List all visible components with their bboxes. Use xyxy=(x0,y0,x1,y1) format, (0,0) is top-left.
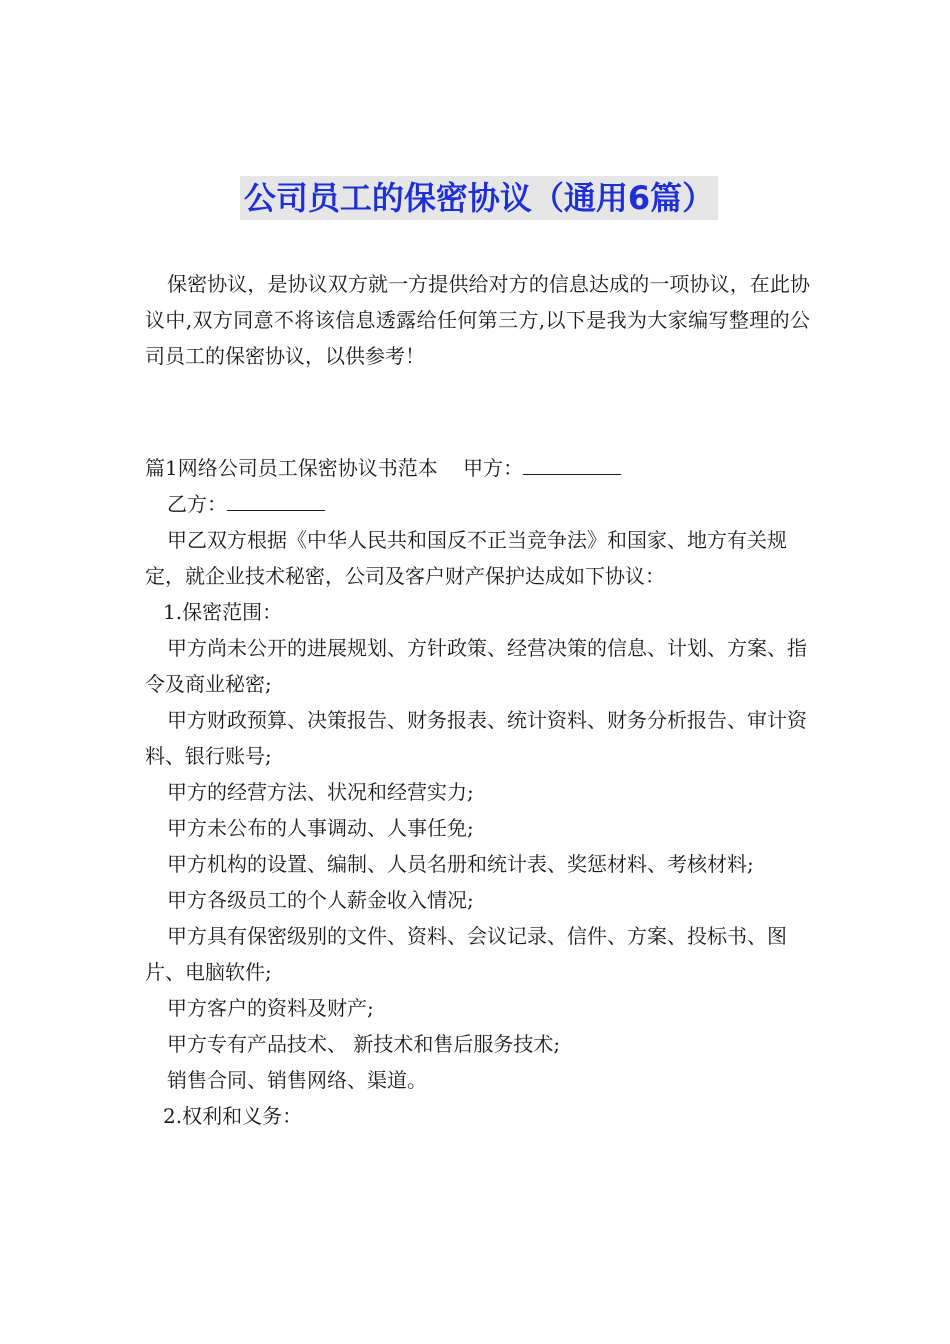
party-b-blank xyxy=(227,488,325,511)
list-item: 甲方财政预算、决策报告、财务报表、统计资料、财务分析报告、审计资料、银行账号; xyxy=(145,708,807,768)
document-title: 公司员工的保密协议（通用6篇） xyxy=(240,176,718,220)
clause-2-title: 2.权利和义务： xyxy=(163,1104,303,1128)
list-item: 销售合同、销售网络、渠道。 xyxy=(167,1068,427,1092)
party-a-blank xyxy=(523,452,621,475)
preamble-paragraph: 甲乙双方根据《中华人民共和国反不正当竞争法》和国家、地方有关规定，就企业技术秘密，公司及客户财产保护达成如下协议： xyxy=(145,528,787,588)
list-item: 甲方的经营方法、状况和经营实力; xyxy=(167,780,474,804)
clause-1-title: 1.保密范围： xyxy=(163,600,283,624)
list-item: 甲方尚未公开的进展规划、方针政策、经营决策的信息、计划、方案、指令及商业秘密; xyxy=(145,636,807,696)
list-item: 甲方机构的设置、编制、人员名册和统计表、奖惩材料、考核材料; xyxy=(167,852,754,876)
party-a-label: 甲方： xyxy=(463,456,524,480)
section-heading: 篇1网络公司员工保密协议书范本 xyxy=(145,456,438,480)
party-b-line xyxy=(145,486,815,522)
list-item: 甲方未公布的人事调动、人事任免; xyxy=(167,816,474,840)
title-container xyxy=(0,176,950,220)
section-1 xyxy=(145,450,815,1134)
party-b-label: 乙方： xyxy=(167,492,227,516)
list-item: 甲方专有产品技术、 新技术和售后服务技术; xyxy=(167,1032,561,1056)
intro-paragraph-container xyxy=(145,266,810,374)
list-item: 甲方具有保密级别的文件、资料、会议记录、信件、方案、投标书、图片、电脑软件; xyxy=(145,924,787,984)
list-item: 甲方客户的资料及财产; xyxy=(167,996,374,1020)
list-item: 甲方各级员工的个人薪金收入情况; xyxy=(167,888,474,912)
intro-paragraph: 保密协议，是协议双方就一方提供给对方的信息达成的一项协议，在此协议中,双方同意不将该信息透露给任何第三方,以下是我为大家编写整理的公司员工的保密协议，以供参考！ xyxy=(145,272,810,368)
section-1-heading-line xyxy=(145,450,815,486)
